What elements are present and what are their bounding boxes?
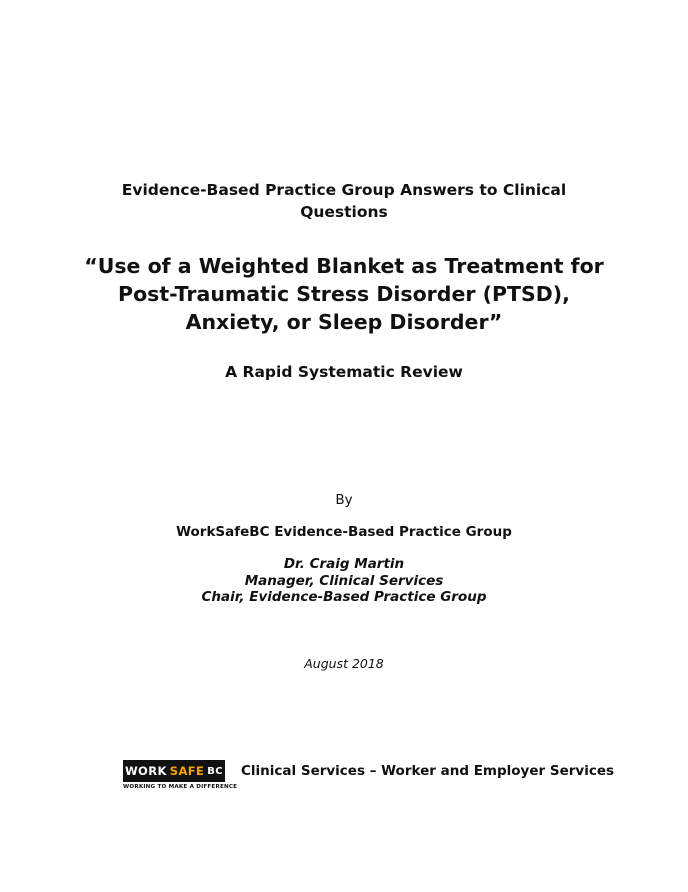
footer xyxy=(123,760,643,794)
publication-date: August 2018 xyxy=(304,656,384,671)
logo-tagline: WORKING TO MAKE A DIFFERENCE xyxy=(123,784,238,790)
report-subtitle: A Rapid Systematic Review xyxy=(225,363,463,381)
author-group: WorkSafeBC Evidence-Based Practice Group xyxy=(176,524,512,540)
logo-bc-text: BC xyxy=(207,765,224,777)
report-header-line-2: Questions xyxy=(300,203,388,221)
author-role-1: Manager, Clinical Services xyxy=(244,572,444,589)
author-role-2: Chair, Evidence-Based Practice Group xyxy=(201,589,487,605)
by-label: By xyxy=(335,492,353,508)
report-title-line-1: “Use of a Weighted Blanket as Treatment for xyxy=(84,254,604,278)
logo-wordmark xyxy=(123,760,225,782)
author-name: Dr. Craig Martin xyxy=(283,556,405,572)
report-title xyxy=(60,252,628,336)
report-header xyxy=(100,179,588,223)
logo-work-text: WORK xyxy=(124,764,167,778)
report-header-line-1: Evidence-Based Practice Group Answers to Clinical xyxy=(121,181,567,199)
logo-safe-text: SAFE xyxy=(169,764,205,778)
report-title-line-3: Anxiety, or Sleep Disorder” xyxy=(185,310,503,334)
worksafebc-logo xyxy=(123,760,238,794)
report-title-line-2: Post-Traumatic Stress Disorder (PTSD), xyxy=(118,282,570,306)
author-block xyxy=(0,556,688,606)
footer-department: Clinical Services – Worker and Employer Services xyxy=(241,763,615,779)
